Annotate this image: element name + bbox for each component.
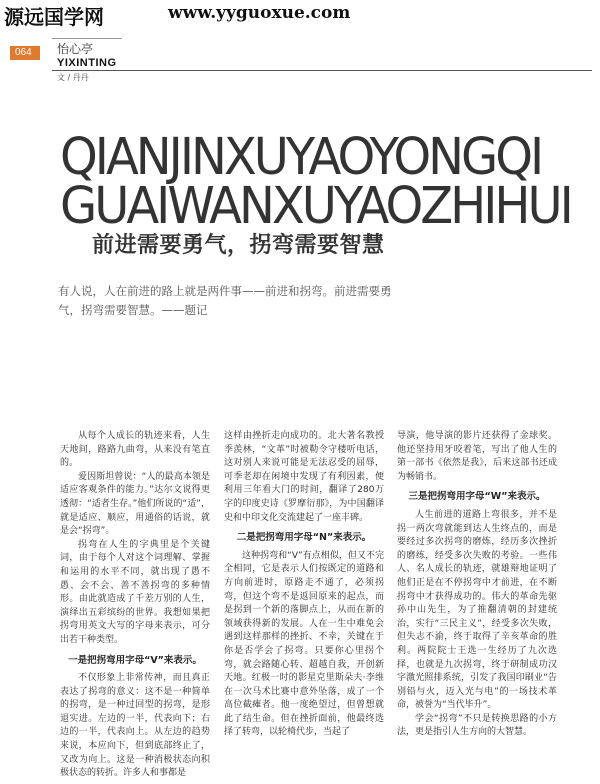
author: 文 / 丹丹 [57,73,89,82]
column-1 [60,430,210,781]
paragraph: 人生前进的道路上弯很多，并不是拐一两次弯就能到达人生终点的，而是要经过多次拐弯的磨炼，经历多次挫折的磨练，经受多次失败的考验。一些伟人、名人成长的轨迹，就雄辩地证明了他们正是在不停拐弯中才前进，在不断拐弯中才获得成功的。伟大的革命先驱孙中山先生，为了推翻清朝的封建统治，实行“三民主义”，经受多次失败，但失志不渝，终于取得了辛亥革命的胜利。两院院士王选一生经历了九次选择，也就是九次拐弯，终于研制成功汉字激光照排系统，引发了我国印刷业“告别铅与火，迈入光与电”的一场技术革命，被誉为“当代毕升”。 [397,509,557,711]
watermark-site: 源远国学网 [4,5,104,29]
column-name: 怡心亭 [57,42,94,56]
header-rule-top [52,38,122,39]
paragraph: 学会“拐弯”不只是转换思路的小方法，更是指引人生方向的大智慧。 [397,713,557,738]
article-title: 前进需要勇气，拐弯需要智慧 [92,233,385,258]
paragraph: 这种拐弯和“V”有点相似，但又不完全相同，它是表示人们按既定的道路和方向前进时，原路走不通了，必须拐弯，但这个弯不是返回原来的起点，而是拐到一个新的落脚点上，从而在新的领域获得新的发展。人在一生中难免会遇到这样那样的挫折、不幸，关键在于你是否学会了拐弯。只要你心里拐个弯，就会路随心转、超越自我，开创新天地。红极一时的影星克里斯朵夫·李维在一次马术比赛中意外坠落，成了一个高位截瘫者。他一度绝望过，但曾想就此了结生命。但在挫折面前，他最终选择了转弯，以轮椅代步，当起了 [224,550,384,738]
paragraph: 从每个人成长的轨迹来看，人生天地间，路路九曲弯，从来没有笔直的。 [60,431,210,469]
paragraph: 导演，他导演的影片还获得了金球奖。他还坚持用牙咬着笔，写出了他人生的第一部书《依然是我》，后来这部书还成为畅销书。 [397,431,557,482]
section-heading: 二是把拐弯用字母“N”来表示。 [236,532,372,544]
column-2 [224,430,384,740]
pinyin-line-1: QIANJINXUYAOYONGQI [60,127,542,187]
paragraph: 爱因斯坦曾说：“人的最高本领是适应客观条件的能力。”达尔文说得更透彻：“适者生存。”他们所说的“适”，就是适应、顺应，用通俗的话说，就是会“拐弯”。 [60,471,210,537]
watermark-url: www.yyguoxue.com [168,3,351,23]
paragraph: 拐弯在人生的字典里是个关键词，由于每个人对这个词理解、掌握和运用的水平不同，就出现了愚不愚、会不会、善不善拐弯的多种情形。由此就造成了千差万别的人生，演绎出五彩缤纷的世界。我想如果把拐弯用英文大写的字母来表示，可分出若干种类型。 [60,539,210,645]
pinyin-line-2: GUAIWANXUYAOZHIHUI [60,176,571,236]
section-heading: 一是把拐弯用字母“V”来表示。 [68,654,202,666]
header-rule [52,70,592,71]
column-name-en: YIXINTING [57,57,117,69]
section-heading: 三是把拐弯用字母“W”来表示。 [408,491,546,503]
column-3 [397,430,557,740]
page-number: 064 [15,47,32,58]
paragraph: 这样由挫折走向成功的。北大著名教授季羡林，“文革”时被勒令守楼听电话，这对别人来说可能是无法忍受的屈辱，可季老却在闲境中发现了有利因素，便利用三年看大门的时间，翻译了280万字的印度史诗《罗摩衍那》，为中国翻译史和中印文化交流建起了一座丰碑。 [224,431,384,523]
intro-quote: 有人说，人在前进的路上就是两件事——前进和拐弯。前进需要勇气，拐弯需要智慧。——题记 [58,284,392,317]
watermark [0,0,600,29]
paragraph: 不仅形象上非常传神，而且真正表达了拐弯的意义：这不是一种简单的拐弯，是一种过回型的拐弯，是形退实进。左边的一半，代表向下；右边的一半，代表向上。从左边的趋势来说，本应向下，但到底部终止了，又改为向上。这是一种消极状态向积极状态的转折。许多人和事都是 [60,673,210,779]
